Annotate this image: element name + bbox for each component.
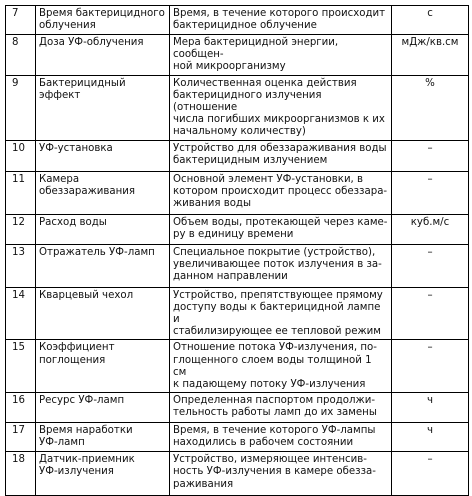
row-number: 17	[6, 423, 36, 452]
term-definition: Устройство, измеряющее интенсив- ность УФ-излучения в камере обезза- раживания	[170, 452, 392, 496]
table-row	[6, 75, 469, 140]
term-definition: Количественная оценка действия бактерицидного излучения (отношение числа погибших микроорганизмов к их начальному количеству)	[170, 75, 392, 140]
term-definition: Время, в течение которого происходит бактерицидное облучение	[170, 6, 392, 35]
row-number: 7	[6, 6, 36, 35]
term-definition: Отношение потока УФ-излучения, по- глощенного слоем воды толщиной 1 см к падающему потоку УФ-излучения	[170, 340, 392, 393]
row-number: 10	[6, 140, 36, 171]
term-name: Коэффициент поглощения	[36, 340, 170, 393]
table-row	[6, 340, 469, 393]
row-number: 11	[6, 171, 36, 214]
term-name: УФ-установка	[36, 140, 170, 171]
term-name: Кварцевый чехол	[36, 287, 170, 340]
table-row	[6, 35, 469, 76]
term-definition: Время, в течение которого УФ-лампы находились в рабочем состоянии	[170, 423, 392, 452]
unit-of-measure: с	[392, 6, 469, 35]
term-definition: Определенная паспортом продолжи- тельность работы ламп до их замены	[170, 393, 392, 423]
term-definition: Специальное покрытие (устройство), увеличивающее поток излучения в за- данном направлении	[170, 244, 392, 287]
row-number: 8	[6, 35, 36, 76]
term-definition: Устройство для обеззараживания воды бактерицидным излучением	[170, 140, 392, 171]
term-name: Бактерицидный эффект	[36, 75, 170, 140]
table-row	[6, 214, 469, 244]
unit-of-measure: ч	[392, 423, 469, 452]
terms-table-body	[6, 6, 469, 496]
table-row	[6, 244, 469, 287]
row-number: 13	[6, 244, 36, 287]
unit-of-measure: %	[392, 75, 469, 140]
term-name: Отражатель УФ-ламп	[36, 244, 170, 287]
term-name: Ресурс УФ-ламп	[36, 393, 170, 423]
table-row	[6, 452, 469, 496]
table-row	[6, 423, 469, 452]
terms-table-container	[5, 5, 468, 496]
terms-table	[5, 5, 469, 496]
unit-of-measure: –	[392, 140, 469, 171]
table-row	[6, 140, 469, 171]
row-number: 18	[6, 452, 36, 496]
unit-of-measure: –	[392, 452, 469, 496]
row-number: 14	[6, 287, 36, 340]
row-number: 16	[6, 393, 36, 423]
table-row	[6, 171, 469, 214]
unit-of-measure: мДж/кв.см	[392, 35, 469, 76]
row-number: 9	[6, 75, 36, 140]
unit-of-measure: ч	[392, 393, 469, 423]
row-number: 12	[6, 214, 36, 244]
term-definition: Объем воды, протекающей через каме- ру в единицу времени	[170, 214, 392, 244]
unit-of-measure: куб.м/с	[392, 214, 469, 244]
unit-of-measure: –	[392, 244, 469, 287]
table-row	[6, 287, 469, 340]
term-name: Доза УФ-облучения	[36, 35, 170, 76]
term-definition: Мера бактерицидной энергии, сообщен- ной микроорганизму	[170, 35, 392, 76]
unit-of-measure: –	[392, 171, 469, 214]
term-name: Время бактерицидного облучения	[36, 6, 170, 35]
table-row	[6, 6, 469, 35]
table-row	[6, 393, 469, 423]
term-definition: Устройство, препятствующее прямому доступу воды к бактерицидной лампе и стабилизирующее ее тепловой режим	[170, 287, 392, 340]
term-name: Камера обеззараживания	[36, 171, 170, 214]
term-name: Датчик-приемник УФ-излучения	[36, 452, 170, 496]
term-name: Расход воды	[36, 214, 170, 244]
row-number: 15	[6, 340, 36, 393]
term-definition: Основной элемент УФ-установки, в котором происходит процесс обеззара- живания воды	[170, 171, 392, 214]
term-name: Время наработки УФ-ламп	[36, 423, 170, 452]
unit-of-measure: –	[392, 287, 469, 340]
unit-of-measure: –	[392, 340, 469, 393]
